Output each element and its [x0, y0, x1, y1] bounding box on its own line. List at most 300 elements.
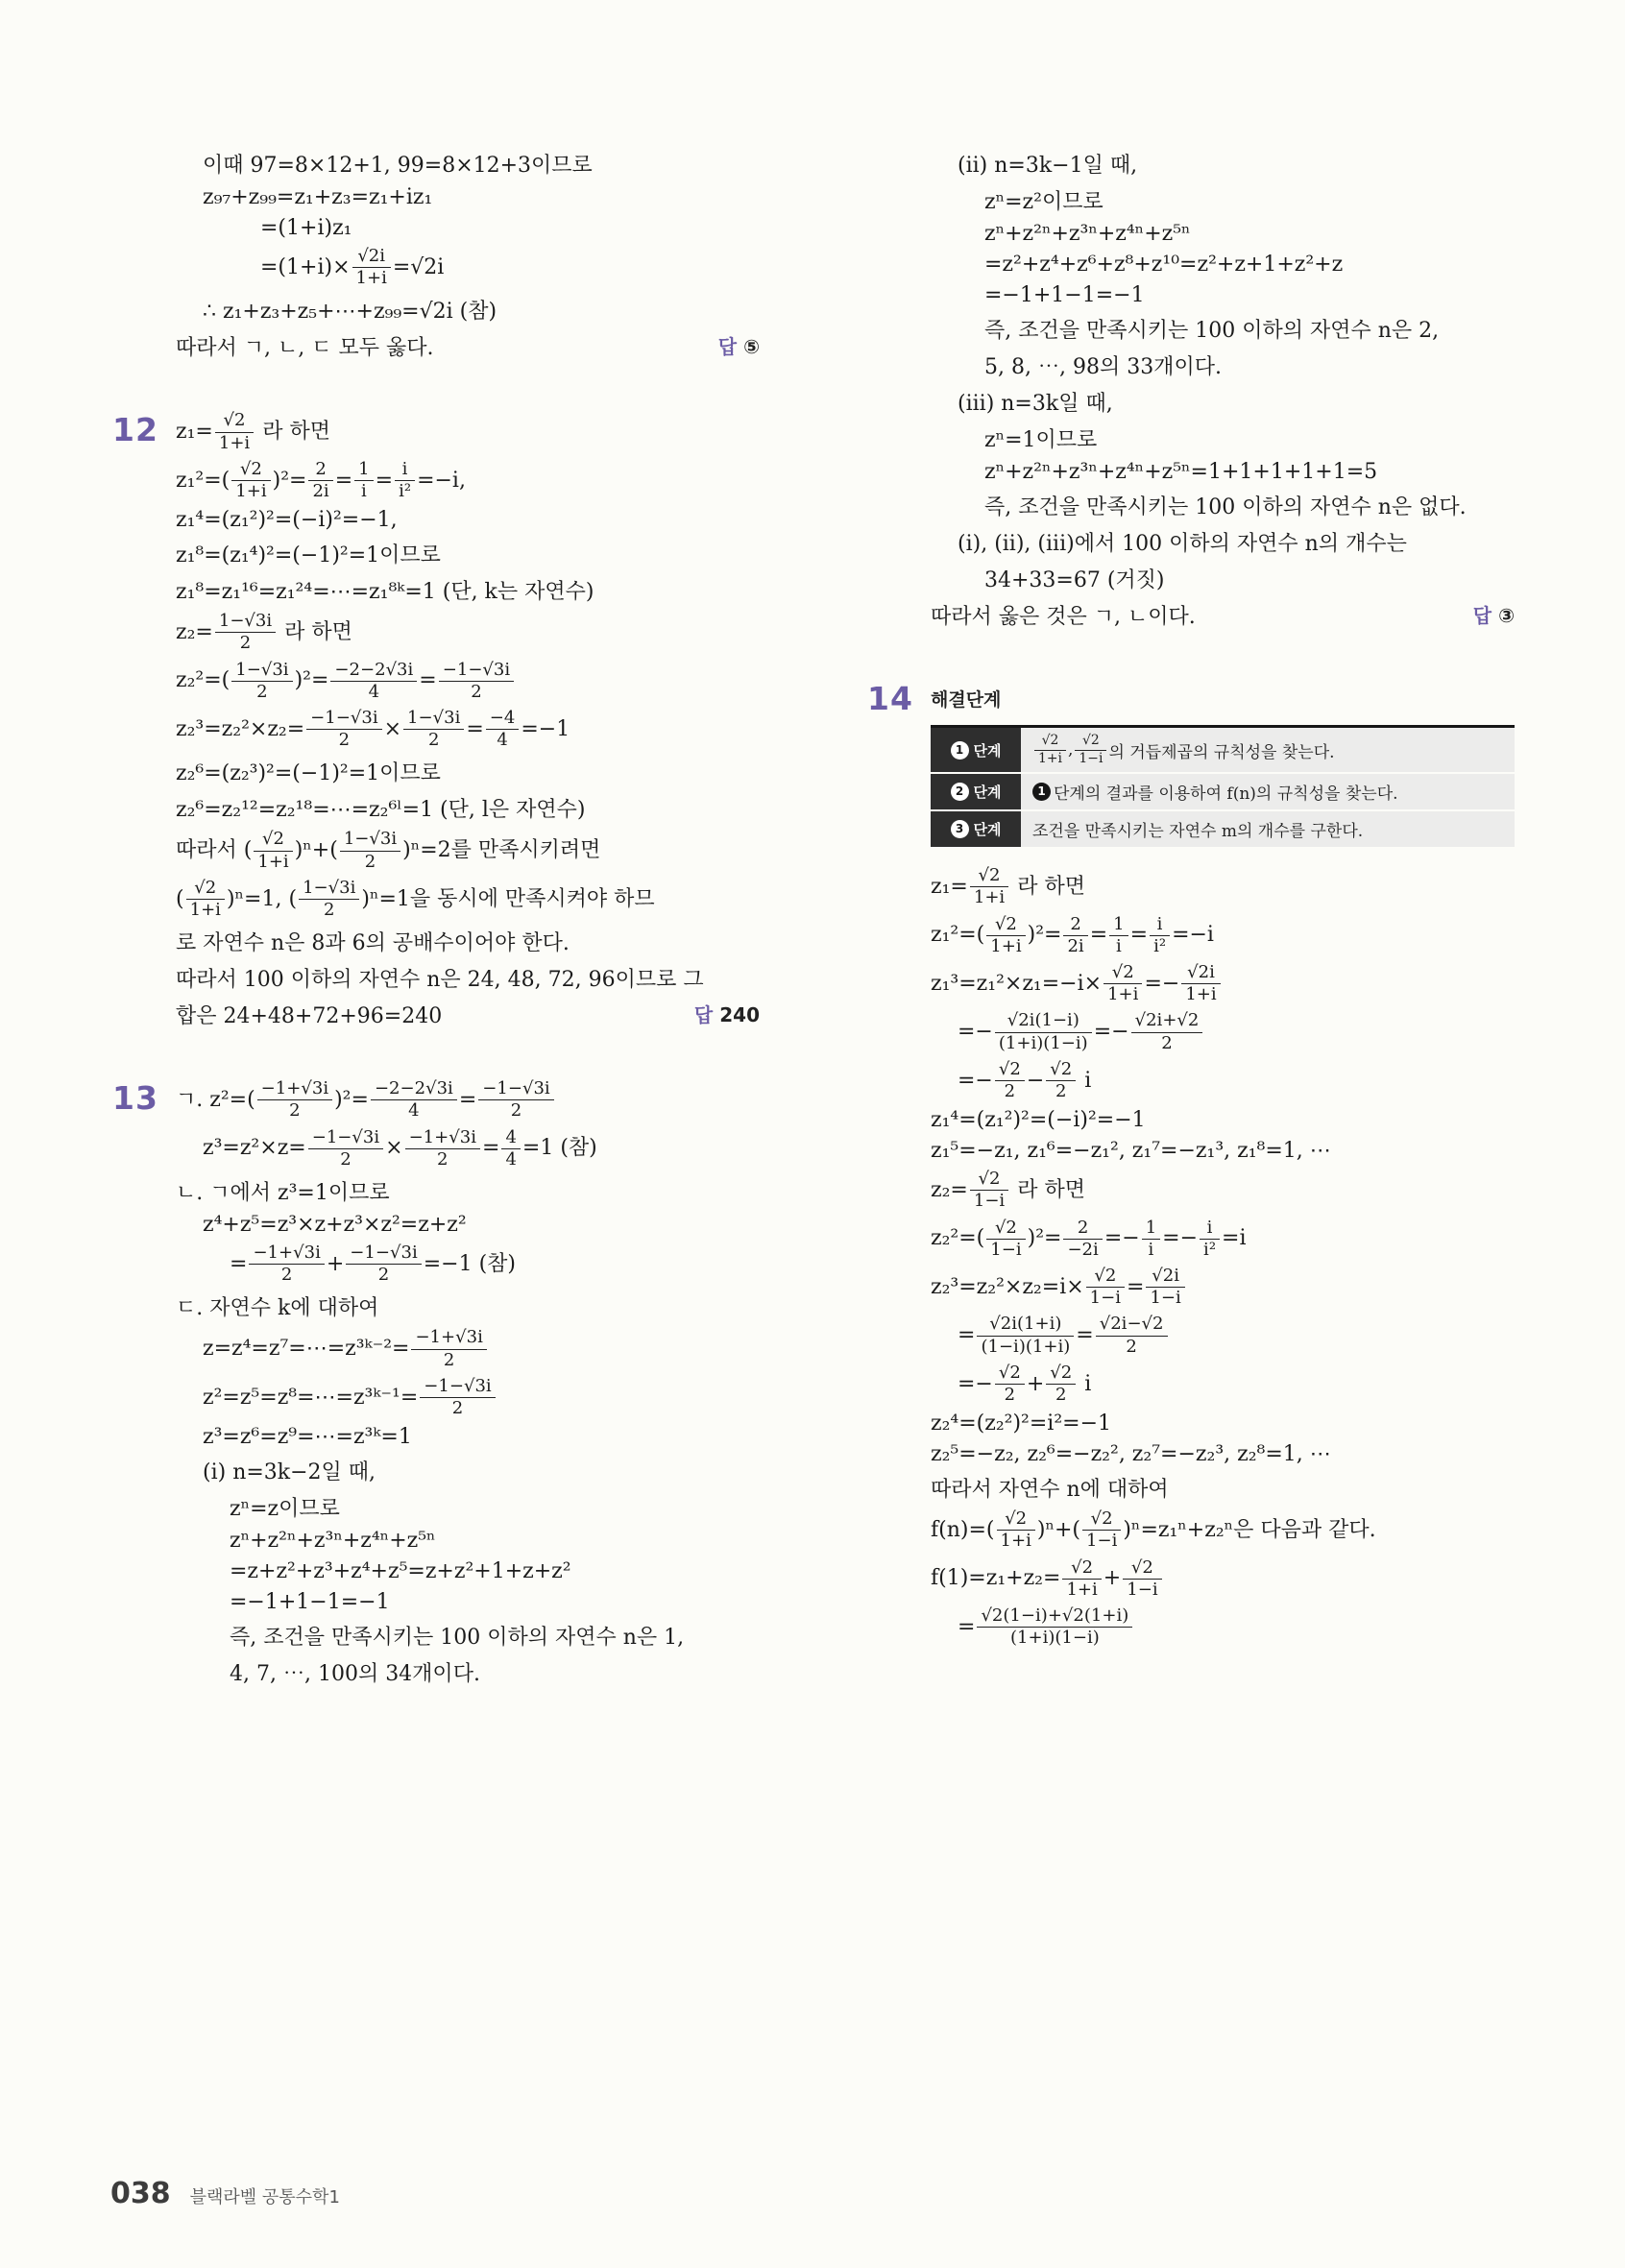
fraction-denominator: i: [354, 480, 373, 501]
solution-line: [176, 575, 760, 605]
step-description: $\frac{√2}{1+i}$ , $\frac{√2}{1-i}$ 의 거듭제곱의 규칙성을 찾는다.: [1021, 728, 1515, 772]
math-text: =−1+1−1=−1: [230, 1590, 390, 1615]
fraction-numerator: −1+√3i: [253, 1243, 321, 1264]
fraction: [215, 612, 276, 653]
fraction-denominator: 2: [299, 899, 359, 920]
fraction: [486, 709, 520, 750]
solution-line: [931, 915, 1515, 956]
fraction-numerator: −1−√3i: [310, 708, 378, 729]
math-text: =(1+i)× $\frac{√2i}{1+i}$ =√2i: [260, 246, 445, 289]
step-name-label: 단계: [973, 821, 1002, 839]
solution-line: [176, 1529, 760, 1553]
math-text: 로 자연수 n은 8과 6의 공배수이어야 한다.: [176, 931, 570, 956]
solution-block: [176, 149, 760, 361]
fraction: [1131, 1011, 1203, 1052]
fraction-numerator: 1−√3i: [407, 708, 461, 729]
solution-line: [931, 149, 1515, 179]
fraction: [1104, 963, 1142, 1004]
solution-line: [176, 1291, 760, 1321]
fraction-denominator: i²: [395, 480, 415, 501]
math-text: 즉, 조건을 만족시키는 100 이하의 자연수 n은 없다.: [984, 495, 1467, 519]
solution-line: [931, 527, 1515, 557]
math-text: 즉, 조건을 만족시키는 100 이하의 자연수 n은 1,: [230, 1626, 685, 1651]
solution-line: [176, 539, 760, 568]
fraction-denominator: 2: [346, 1264, 421, 1285]
math-text: z₂²=( $\frac{1-√3i}{2}$ )²= $\frac{-2-2√3i}{4}$ = $\frac{-1-√3i}{2}$: [176, 668, 516, 692]
math-text: = $\frac{√2i(1+i)}{(1-i)(1+i)}$ = $\frac{√2i-√2}{2}$: [958, 1323, 1170, 1347]
math-text: ∴ z₁+z₃+z₅+⋯+z₉₉=√2i (참): [203, 300, 497, 325]
fraction: [1142, 1218, 1160, 1260]
fraction-denominator: 1−i: [1082, 1530, 1121, 1551]
fraction-numerator: −1+√3i: [415, 1327, 483, 1348]
fraction: [330, 661, 417, 702]
solution-block: [867, 680, 1515, 1649]
math-text: =− $\frac{√2}{2}$ − $\frac{√2}{2}$ i: [958, 1058, 1092, 1102]
left-column: [110, 142, 760, 1737]
fraction-numerator: −1−√3i: [424, 1375, 492, 1396]
fraction-denominator: 4: [486, 729, 520, 750]
fraction-numerator: √2: [1130, 1556, 1153, 1578]
math-text: z₂²=( $\frac{√2}{1-i}$ )²= $\frac{2}{-2i}$ =− $\frac{1}{i}$ =− $\frac{i}{\text{i²}}$ =i: [931, 1217, 1247, 1260]
fraction-numerator: √2: [998, 1058, 1021, 1079]
math-text: 따라서 100 이하의 자연수 n은 24, 48, 72, 96이므로 그: [176, 968, 704, 993]
fraction-numerator: √2: [194, 877, 217, 898]
fraction-denominator: 2: [995, 1384, 1025, 1405]
fraction-denominator: 2: [420, 1397, 495, 1418]
math-text: z₁⁴=(z₁²)²=(−i)²=−1: [931, 1108, 1146, 1133]
answer-badge: 답 ③: [1472, 604, 1515, 627]
fraction: [411, 1328, 486, 1369]
step-name-cell: [931, 774, 1021, 809]
math-text: (iii) n=3k일 때,: [958, 392, 1113, 416]
solution-line: [931, 1509, 1515, 1551]
math-text: =− $\frac{√2i(1-i)}{(1+i)(1-i)}$ =− $\frac{√2i+√2}{2}$: [958, 1020, 1204, 1044]
fraction-numerator: 1: [1145, 1217, 1157, 1238]
fraction-numerator: −1+√3i: [408, 1126, 476, 1147]
fraction-denominator: (1+i)(1−i): [977, 1627, 1132, 1648]
math-text: = $\frac{√2(1-i)+√2(1+i)}{(1+i)(1-i)}$: [958, 1615, 1134, 1639]
fraction-denominator: 2: [1046, 1384, 1076, 1405]
math-text: 따라서 ㄱ, ㄴ, ㄷ 모두 옳다.: [176, 336, 434, 361]
math-text: =−1+1−1=−1: [984, 283, 1145, 307]
math-text: (ii) n=3k−1일 때,: [958, 154, 1138, 178]
fraction-numerator: √2: [223, 410, 246, 431]
solution-line: [931, 1011, 1515, 1052]
fraction-numerator: √2i: [357, 246, 386, 266]
fraction-denominator: 1+i: [231, 480, 270, 501]
fraction-denominator: 2: [411, 1349, 486, 1370]
solution-line: [176, 1079, 760, 1121]
fraction: [1063, 915, 1087, 956]
step-description: 조건을 만족시키는 자연수 m의 개수를 구한다.: [1021, 811, 1515, 847]
fraction-denominator: 2: [403, 729, 464, 750]
solution-line: [176, 331, 760, 361]
fraction: [439, 661, 514, 702]
fraction: [215, 411, 254, 452]
fraction-numerator: √2: [1005, 1508, 1028, 1530]
solution-line: [176, 185, 760, 209]
fraction-numerator: 1−√3i: [218, 611, 273, 632]
math-text: z₂⁵=−z₂, z₂⁶=−z₂², z₂⁷=−z₂³, z₂⁸=1, ⋯: [931, 1442, 1331, 1467]
fraction-numerator: √2: [978, 865, 1001, 886]
math-text: zⁿ+z²ⁿ+z³ⁿ+z⁴ⁿ+z⁵ⁿ: [984, 222, 1191, 246]
fraction-denominator: i: [1142, 1239, 1160, 1260]
solution-line: [931, 222, 1515, 246]
solving-steps-table: [931, 725, 1515, 847]
step-name-cell: [931, 811, 1021, 847]
math-text: ㄷ. 자연수 k에 대하여: [176, 1296, 379, 1321]
math-text: z₉₇+z₉₉=z₁+z₃=z₁+iz₁: [203, 185, 433, 209]
answer-label: 답: [1472, 604, 1492, 627]
fraction-denominator: 2: [215, 632, 276, 653]
fraction-numerator: √2: [239, 458, 262, 479]
fraction-numerator: √2: [1041, 733, 1059, 748]
fraction-denominator: 4: [330, 681, 417, 702]
solution-line: [176, 460, 760, 501]
fraction: [340, 830, 400, 871]
fraction-denominator: 1−i: [1086, 1287, 1125, 1308]
fraction-denominator: 2: [1096, 1336, 1168, 1357]
fraction-denominator: 2i: [1063, 935, 1087, 956]
solution-line: [176, 927, 760, 956]
fraction-numerator: √2: [262, 829, 284, 850]
solution-line: [931, 1170, 1515, 1211]
fraction: [1062, 1558, 1101, 1600]
solution-block: [931, 149, 1515, 630]
solution-line: [931, 460, 1515, 484]
answer-label: 답: [717, 335, 738, 359]
solution-line: [176, 1456, 760, 1485]
fraction: [420, 1377, 495, 1418]
fraction-denominator: 1−i: [1075, 750, 1106, 767]
fraction-denominator: 1−i: [1146, 1287, 1184, 1308]
math-text: f(n)=( $\frac{√2}{1+i}$ )ⁿ+( $\frac{√2}{1-i}$ )ⁿ=z₁ⁿ+z₂ⁿ은 다음과 같다.: [931, 1508, 1376, 1552]
solution-line: [176, 1657, 760, 1687]
fraction: [405, 1128, 480, 1170]
fraction-denominator: i²: [1150, 935, 1170, 956]
fraction-numerator: √2: [994, 1217, 1017, 1238]
solution-line: [931, 1315, 1515, 1356]
fraction-denominator: 1+i: [970, 886, 1008, 907]
fraction-denominator: i²: [1200, 1239, 1220, 1260]
solution-line: [931, 1139, 1515, 1163]
fraction-denominator: 2: [308, 1148, 383, 1170]
math-text: zⁿ=z이므로: [230, 1497, 340, 1522]
fraction-denominator: 2: [257, 1099, 332, 1121]
fraction-denominator: 4: [371, 1099, 457, 1121]
solution-line: [176, 1328, 760, 1369]
solution-line: [176, 295, 760, 325]
solution-line: [931, 1411, 1515, 1436]
fraction-numerator: √2: [994, 913, 1017, 934]
fraction: [501, 1128, 520, 1170]
math-text: 따라서 ( $\frac{√2}{1+i}$ )ⁿ+( $\frac{1-√3i}{2}$ )ⁿ=2를 만족시키려면: [176, 829, 601, 872]
fraction-denominator: 2: [306, 729, 381, 750]
solution-line: [176, 1243, 760, 1285]
step-ref-badge: 1: [1032, 783, 1051, 801]
step-number-badge: 2: [951, 783, 969, 801]
fraction: [1046, 1363, 1076, 1405]
fraction-denominator: i: [1109, 935, 1128, 956]
fraction-numerator: 1: [1113, 913, 1125, 934]
solving-steps-label: 해결단계: [931, 689, 1002, 711]
fraction-numerator: −4: [489, 708, 516, 729]
fraction: [1082, 1509, 1121, 1551]
fraction-denominator: (1+i)(1−i): [995, 1032, 1092, 1053]
fraction-numerator: √2: [1071, 1556, 1094, 1578]
fraction: [306, 709, 381, 750]
math-text: zⁿ=1이므로: [984, 428, 1098, 452]
fraction-denominator: 4: [501, 1148, 520, 1170]
fraction-numerator: 1−√3i: [235, 659, 289, 680]
math-text: (i), (ii), (iii)에서 100 이하의 자연수 n의 개수는: [958, 532, 1407, 556]
math-text: ( $\frac{√2}{1+i}$ )ⁿ=1, ( $\frac{1-√3i}{2}$ )ⁿ=1을 동시에 만족시켜야 하므: [176, 877, 655, 921]
fraction: [231, 460, 270, 501]
fraction: [371, 1079, 457, 1121]
fraction: [986, 915, 1025, 956]
fraction-denominator: 2: [1046, 1080, 1076, 1101]
fraction-denominator: 1−i: [1123, 1579, 1161, 1600]
step-name-cell: [931, 728, 1021, 772]
fraction-denominator: 2: [1131, 1032, 1203, 1053]
fraction-numerator: i: [401, 458, 408, 479]
fraction: [997, 1509, 1035, 1551]
solution-line: [931, 963, 1515, 1004]
fraction-denominator: 1−i: [970, 1190, 1008, 1211]
solution-line: [931, 1473, 1515, 1503]
solution-line: [931, 1267, 1515, 1308]
page-footer: [110, 2177, 340, 2210]
solution-line: [931, 1060, 1515, 1101]
fraction-denominator: 1+i: [1104, 983, 1142, 1004]
fraction-denominator: 2: [405, 1148, 480, 1170]
math-text: z₁³=z₁²×z₁=−i× $\frac{√2}{1+i}$ =− $\frac{√2i}{1+i}$: [931, 972, 1223, 996]
fraction-denominator: 2i: [308, 480, 332, 501]
fraction-denominator: 1−i: [986, 1239, 1025, 1260]
fraction-numerator: 2: [315, 458, 327, 479]
math-text: z³=z⁶=z⁹=⋯=z³ᵏ=1: [203, 1425, 412, 1450]
math-text: z³=z²×z= $\frac{-1-√3i}{2}$ × $\frac{-1+√3i}{2}$ = $\frac{4}{4}$ =1 (참): [203, 1126, 597, 1170]
solution-line: [931, 387, 1515, 417]
solution-line: [176, 508, 760, 532]
math-text: =(1+i)z₁: [260, 216, 352, 240]
solution-line: [176, 1128, 760, 1170]
fraction: [231, 661, 292, 702]
solution-line: [931, 1558, 1515, 1600]
math-text: 34+33=67 (거짓): [984, 568, 1165, 592]
fraction-denominator: 1+i: [1034, 750, 1066, 767]
solution-line: [931, 1218, 1515, 1260]
solution-line: [931, 491, 1515, 520]
answer-badge: 답 ⑤: [717, 335, 760, 359]
fraction-denominator: 2: [439, 681, 514, 702]
solution-line: [176, 1492, 760, 1522]
math-text: 4, 7, ⋯, 100의 34개이다.: [230, 1662, 480, 1687]
fraction: [254, 830, 292, 871]
solution-line: [176, 709, 760, 750]
step-number-badge: 3: [951, 820, 969, 838]
fraction: [1096, 1315, 1168, 1356]
fraction: [249, 1243, 324, 1285]
fraction-denominator: 1+i: [986, 935, 1025, 956]
math-text: z₂= $\frac{√2}{1-i}$ 라 하면: [931, 1169, 1085, 1212]
math-text: z₂⁴=(z₂²)²=i²=−1: [931, 1411, 1112, 1436]
fraction: [1086, 1267, 1125, 1308]
math-text: z₁²=( $\frac{√2}{1+i}$ )²= $\frac{2}{2i}$ = $\frac{1}{i}$ = $\frac{i}{\text{i²}}$ =−i,: [176, 458, 466, 502]
math-text: z₂= $\frac{1-√3i}{2}$ 라 하면: [176, 611, 352, 654]
solution-line: [176, 1176, 760, 1206]
fraction-numerator: √2i(1−i): [1007, 1010, 1079, 1031]
math-text: z₁⁵=−z₁, z₁⁶=−z₁², z₁⁷=−z₁³, z₁⁸=1, ⋯: [931, 1139, 1331, 1164]
math-text: ㄴ. ㄱ에서 z³=1이므로: [176, 1181, 390, 1206]
solution-line: [931, 253, 1515, 277]
solution-line: [176, 149, 760, 179]
math-text: 5, 8, ⋯, 98의 33개이다.: [984, 355, 1222, 379]
solution-line: [931, 350, 1515, 380]
math-text: ㄱ. z²=( $\frac{-1+√3i}{2}$ )²= $\frac{-2-2√3i}{4}$ = $\frac{-1-√3i}{2}$: [176, 1088, 556, 1112]
fraction: [257, 1079, 332, 1121]
problem-number: 14: [867, 680, 913, 717]
fraction: [352, 247, 391, 288]
math-text: (i) n=3k−2일 때,: [203, 1460, 376, 1485]
problem-number: 13: [112, 1079, 158, 1118]
fraction-numerator: √2i+√2: [1134, 1010, 1200, 1031]
fraction-numerator: 1−√3i: [343, 829, 398, 850]
math-text: z²=z⁵=z⁸=⋯=z³ᵏ⁻¹= $\frac{-1-√3i}{2}$: [203, 1386, 497, 1410]
fraction-numerator: √2i−√2: [1099, 1314, 1164, 1335]
solution-line: [931, 1108, 1515, 1132]
math-text: = $\frac{-1+√3i}{2}$ + $\frac{-1-√3i}{2}$ =−1 (참): [230, 1243, 516, 1286]
solution-line: [931, 423, 1515, 453]
fraction-denominator: 1+i: [352, 267, 391, 288]
solution-line: [176, 1425, 760, 1449]
fraction: [1200, 1218, 1220, 1260]
fraction: [995, 1363, 1025, 1405]
fraction-numerator: 2: [1070, 913, 1081, 934]
solution-line: [931, 1442, 1515, 1466]
fraction: [986, 1218, 1025, 1260]
math-text: z₂³=z₂²×z₂= $\frac{-1-√3i}{2}$ × $\frac{1-√3i}{2}$ = $\frac{-4}{4}$ =−1: [176, 708, 570, 751]
fraction-denominator: 1+i: [186, 899, 225, 920]
math-text: 따라서 옳은 것은 ㄱ, ㄴ이다.: [931, 605, 1196, 629]
fraction-numerator: √2: [1111, 962, 1134, 983]
steps-table-row: [931, 728, 1515, 772]
math-text: 이때 97=8×12+1, 99=8×12+3이므로: [203, 154, 593, 178]
fraction-numerator: √2i(1+i): [989, 1314, 1062, 1335]
math-text: 따라서 자연수 n에 대하여: [931, 1478, 1169, 1503]
fraction: [995, 1011, 1092, 1052]
fraction-denominator: 1+i: [997, 1530, 1035, 1551]
fraction: [1150, 915, 1170, 956]
math-text: z₂⁶=(z₂³)²=(−1)²=1이므로: [176, 761, 441, 786]
step-description: 1 단계의 결과를 이용하여 f(n)의 규칙성을 찾는다.: [1021, 774, 1515, 809]
solution-line: [176, 1559, 760, 1583]
fraction-denominator: 1+i: [215, 432, 254, 453]
solution-line: [931, 1363, 1515, 1405]
solution-line: [176, 1000, 760, 1029]
fraction-numerator: i: [1156, 913, 1163, 934]
solution-line: [176, 661, 760, 702]
fraction-denominator: 2: [478, 1099, 553, 1121]
solution-line: [931, 283, 1515, 307]
fraction: [1046, 1060, 1076, 1101]
solution-line: [931, 600, 1515, 630]
fraction-numerator: √2(1−i)+√2(1+i): [981, 1605, 1129, 1627]
math-text: z₁²=( $\frac{√2}{1+i}$ )²= $\frac{2}{2i}$ = $\frac{1}{i}$ = $\frac{i}{\text{i²}}$ =−i: [931, 913, 1214, 956]
math-text: z₂³=z₂²×z₂=i× $\frac{√2}{1-i}$ = $\frac{√2i}{1-i}$: [931, 1275, 1187, 1299]
math-text: =− $\frac{√2}{2}$ + $\frac{√2}{2}$ i: [958, 1362, 1092, 1406]
solution-line: [176, 1377, 760, 1418]
fraction-numerator: √2i: [1187, 962, 1215, 983]
fraction: [977, 1315, 1074, 1356]
fraction-denominator: 1+i: [1062, 1579, 1101, 1600]
math-text: z=z⁴=z⁷=⋯=z³ᵏ⁻²= $\frac{-1+√3i}{2}$: [203, 1337, 489, 1361]
math-text: z₁⁸=z₁¹⁶=z₁²⁴=⋯=z₁⁸ᵏ=1 (단, k는 자연수): [176, 580, 594, 605]
fraction-denominator: −2i: [1063, 1239, 1102, 1260]
fraction-numerator: i: [1206, 1217, 1213, 1238]
math-text: =z+z²+z³+z⁴+z⁵=z+z²+1+z+z²: [230, 1559, 571, 1584]
fraction-numerator: −1−√3i: [350, 1243, 418, 1264]
step-name-label: 단계: [973, 741, 1002, 760]
fraction-denominator: (1−i)(1+i): [977, 1336, 1074, 1357]
fraction-numerator: √2: [1050, 1058, 1073, 1079]
fraction: [308, 1128, 383, 1170]
solution-line: [176, 411, 760, 452]
fraction: [308, 460, 332, 501]
fraction: [1034, 734, 1066, 766]
fraction: [1146, 1267, 1184, 1308]
fraction-numerator: 4: [505, 1126, 517, 1147]
solution-block: [112, 1078, 760, 1687]
math-text: zⁿ=z²이므로: [984, 190, 1104, 214]
fraction: [478, 1079, 553, 1121]
math-text: zⁿ+z²ⁿ+z³ⁿ+z⁴ⁿ+z⁵ⁿ=1+1+1+1+1=5: [984, 460, 1378, 484]
math-text: 즉, 조건을 만족시키는 100 이하의 자연수 n은 2,: [984, 319, 1440, 343]
math-text: z₁⁴=(z₁²)²=(−i)²=−1,: [176, 508, 398, 533]
fraction-denominator: 2: [249, 1264, 324, 1285]
solution-line: [176, 830, 760, 871]
fraction: [1109, 915, 1128, 956]
solution-line: [931, 314, 1515, 344]
fraction-denominator: 1+i: [254, 851, 292, 872]
fraction: [395, 460, 415, 501]
math-text: z₁⁸=(z₁⁴)²=(−1)²=1이므로: [176, 543, 441, 568]
fraction-numerator: √2: [998, 1362, 1021, 1383]
solution-line: [176, 1213, 760, 1237]
math-text: z₁= $\frac{√2}{1+i}$ 라 하면: [931, 865, 1085, 908]
fraction-numerator: √2: [1050, 1362, 1073, 1383]
math-text: 합은 24+48+72+96=240: [176, 1004, 443, 1029]
fraction-numerator: √2: [1090, 1508, 1113, 1530]
solution-block: [112, 410, 760, 1029]
right-column: [865, 142, 1515, 1737]
fraction-numerator: −1−√3i: [442, 659, 511, 680]
page-number: 038: [110, 2177, 171, 2210]
fraction: [995, 1060, 1025, 1101]
book-title: 블랙라벨 공통수학1: [189, 2187, 340, 2208]
solution-line: [931, 1606, 1515, 1648]
fraction: [970, 866, 1008, 907]
solution-line: [176, 216, 760, 240]
fraction-denominator: 1+i: [1181, 983, 1220, 1004]
solution-line: [176, 963, 760, 993]
fraction: [1075, 734, 1106, 766]
fraction: [977, 1606, 1132, 1648]
solution-line: [931, 866, 1515, 907]
solution-line: [176, 757, 760, 786]
fraction-denominator: 2: [995, 1080, 1025, 1101]
fraction-numerator: −1−√3i: [482, 1078, 550, 1099]
